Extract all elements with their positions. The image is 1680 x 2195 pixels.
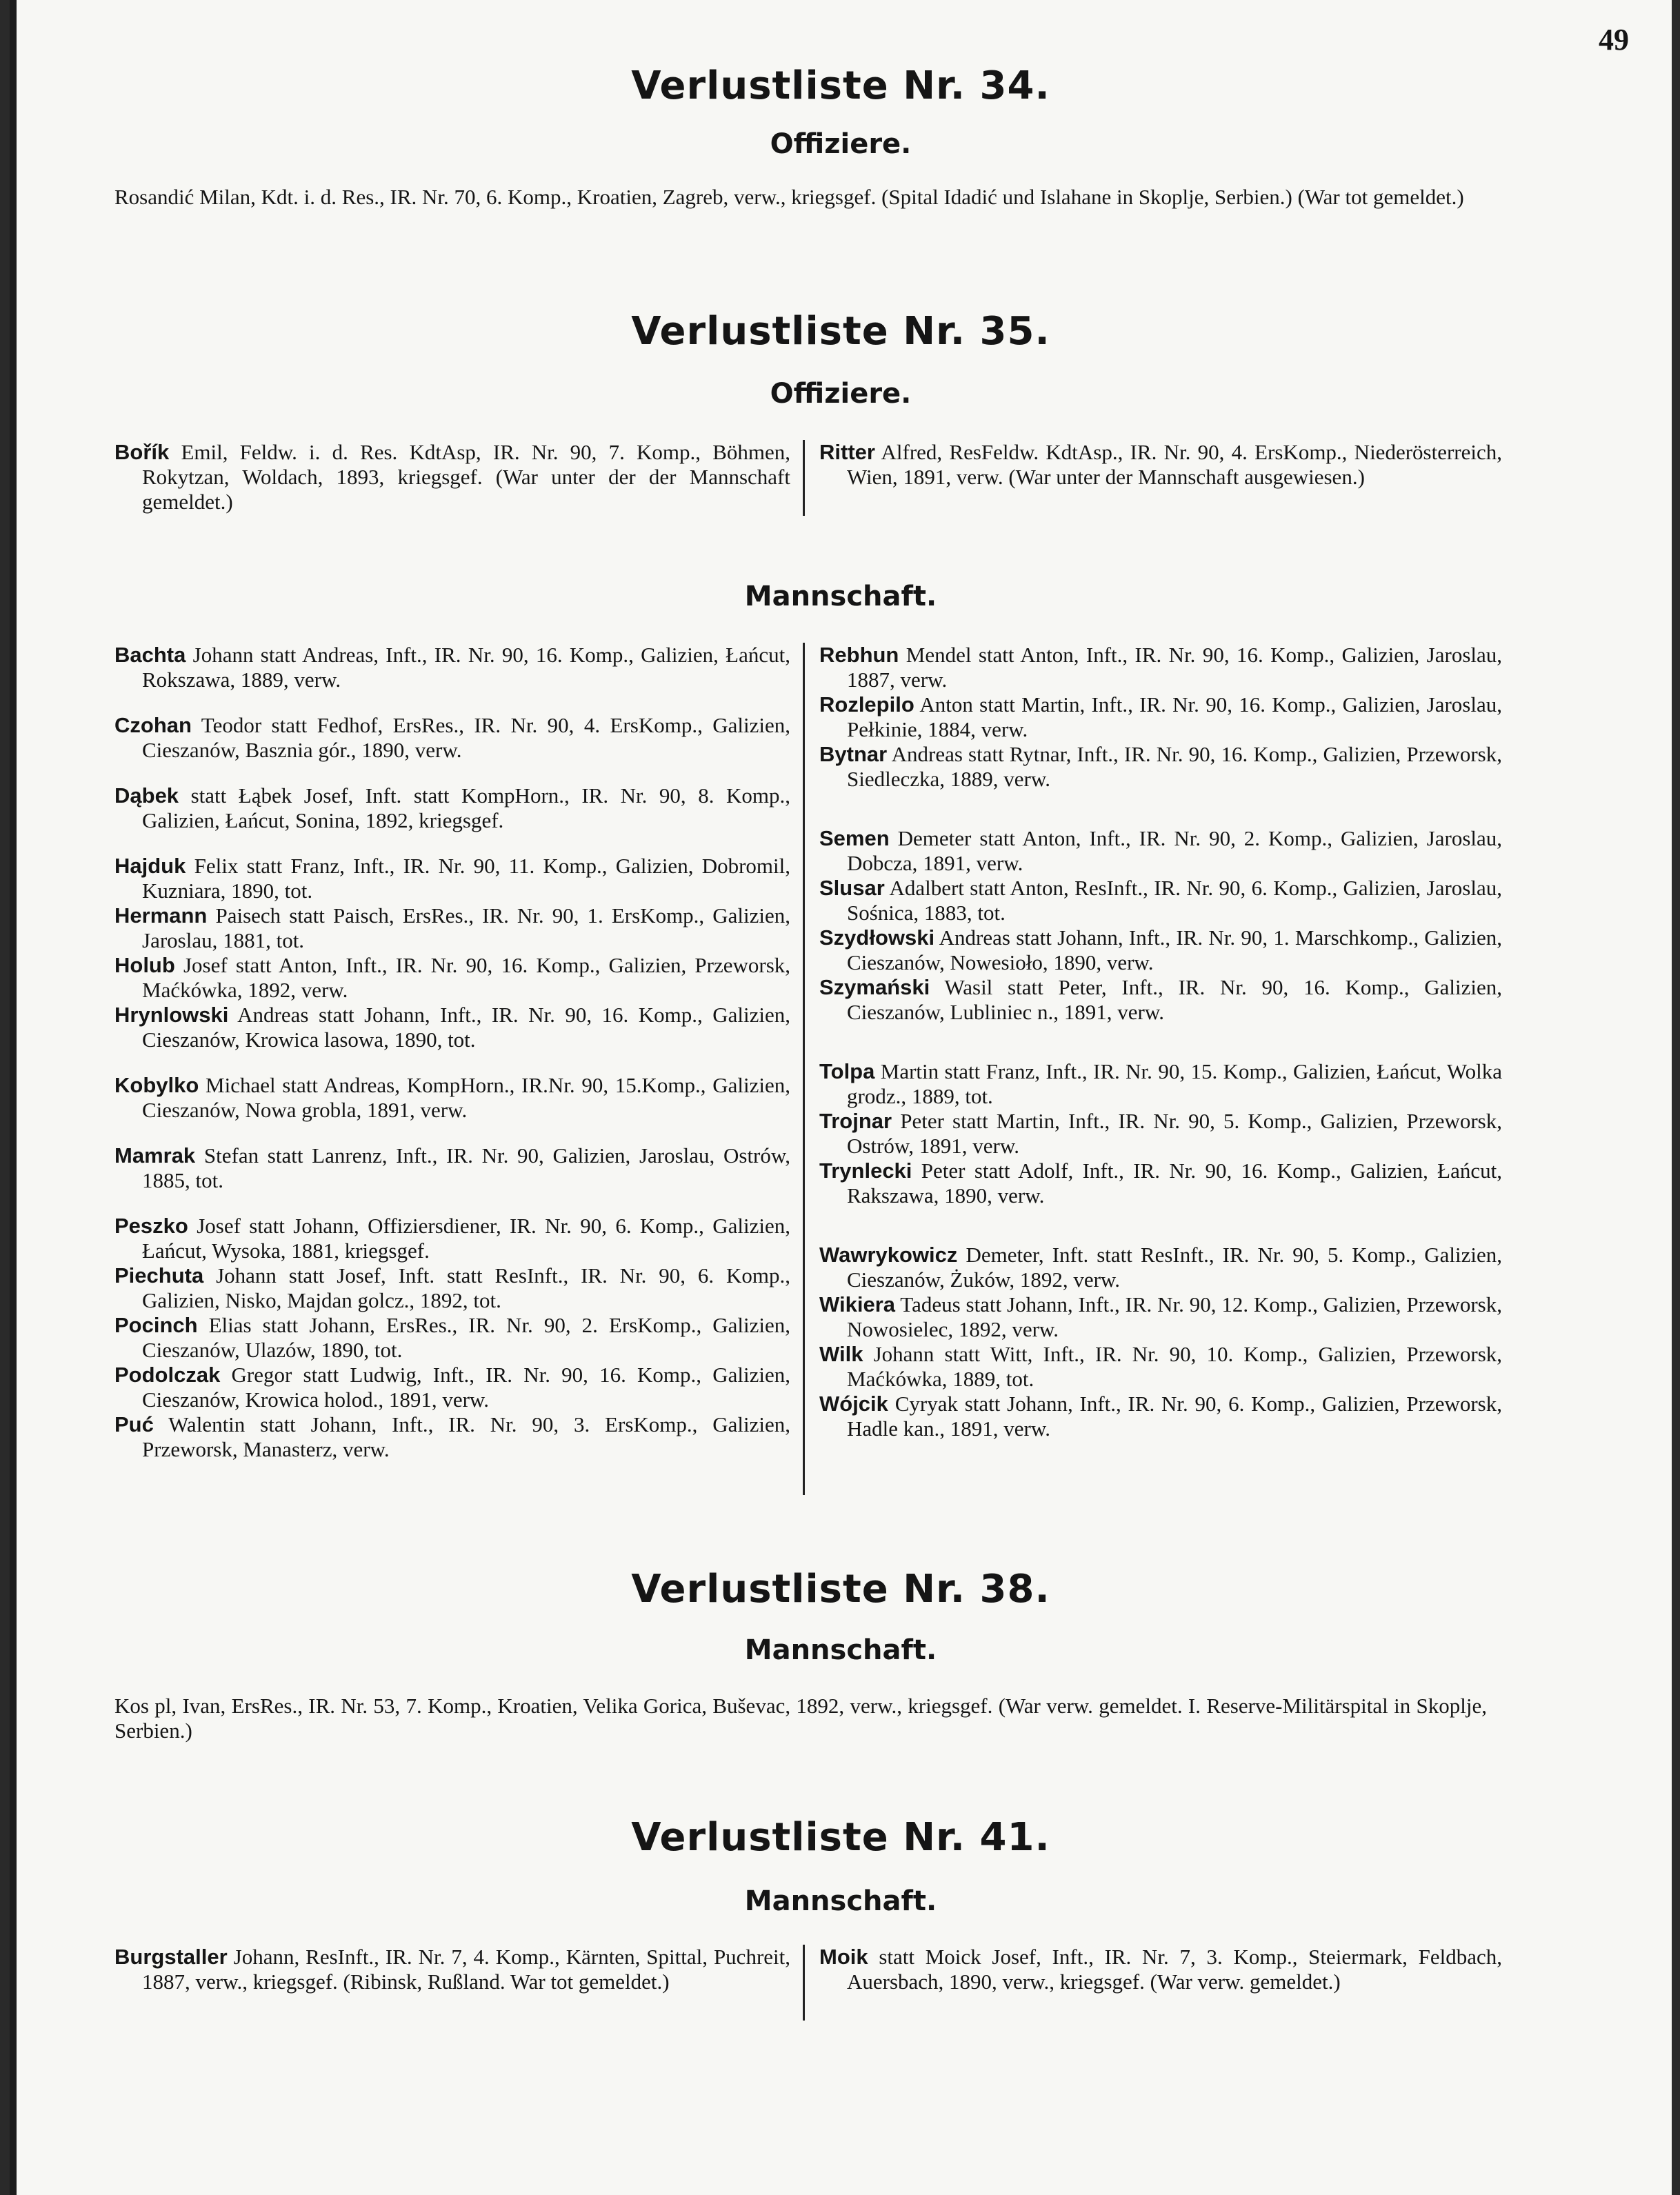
list-item: Bořík Emil, Feldw. i. d. Res. KdtAsp, IR. Nr. 90, 7. Komp., Böhmen, Rokytzan, Woldach, 1893, kriegsgef. (War unter der der Mannschaft gemeldet.) — [114, 440, 791, 514]
list-item: Trynlecki Peter statt Adolf, Inft., IR. Nr. 90, 16. Komp., Galizien, Łańcut, Rakszawa, 1890, verw. — [819, 1159, 1502, 1207]
list-item: Ritter Alfred, ResFeldw. KdtAsp., IR. Nr. 90, 4. ErsKomp., Niederösterreich, Wien, 1891, verw. (War unter der Mannschaft ausgewiesen.) — [819, 440, 1502, 489]
list-item: Kobylko Michael statt Andreas, KompHorn., IR.Nr. 90, 15.Komp., Galizien, Cieszanów, Nowa grobla, 1891, verw. — [114, 1073, 791, 1122]
document-page — [10, 0, 1672, 2195]
column-divider — [803, 643, 805, 1495]
section-35-crew-right — [819, 643, 1502, 1441]
list-item: Slusar Adalbert statt Anton, ResInft., IR. Nr. 90, 6. Komp., Galizien, Jaroslau, Sośnica, 1883, tot. — [819, 876, 1502, 925]
section-35-officers-heading: Offiziere. — [770, 378, 912, 410]
list-item: Hajduk Felix statt Franz, Inft., IR. Nr. 90, 11. Komp., Galizien, Dobromil, Kuzniara, 1890, tot. — [114, 854, 790, 903]
list-item: Hermann Paisech statt Paisch, ErsRes., IR. Nr. 90, 1. ErsKomp., Galizien, Jaroslau, 1881, tot. — [114, 903, 791, 952]
list-item: Wójcik Cyryak statt Johann, Inft., IR. Nr. 90, 6. Komp., Galizien, Przeworsk, Hadle kan., 1891, verw. — [819, 1392, 1503, 1441]
list-item: Wawrykowicz Demeter, Inft. statt ResInft., IR. Nr. 90, 5. Komp., Galizien, Cieszanów, Żuków, 1892, verw. — [819, 1243, 1503, 1292]
section-41-crew-right — [819, 1945, 1502, 1994]
section-35-title: Verlustliste Nr. 35. — [631, 309, 1050, 354]
list-item: Tolpa Martin statt Franz, Inft., IR. Nr. 90, 15. Komp., Galizien, Łańcut, Wolka grodz., 1889, tot. — [819, 1059, 1502, 1108]
section-41-title: Verlustliste Nr. 41. — [631, 1815, 1050, 1860]
list-item: Moik statt Moick Josef, Inft., IR. Nr. 7, 3. Komp., Steiermark, Feldbach, Auersbach, 1890, verw., kriegsgef. (War verw. gemeldet.) — [819, 1945, 1503, 1994]
list-item: Czohan Teodor statt Fedhof, ErsRes., IR. Nr. 90, 4. ErsKomp., Galizien, Cieszanów, Basznia gór., 1890, verw. — [114, 713, 790, 762]
column-divider — [803, 1945, 805, 2021]
list-item: Semen Demeter statt Anton, Inft., IR. Nr. 90, 2. Komp., Galizien, Jaroslau, Dobcza, 1891, verw. — [819, 826, 1503, 875]
column-divider — [803, 440, 805, 516]
section-38-title: Verlustliste Nr. 38. — [631, 1567, 1050, 1612]
list-item: Pocinch Elias statt Johann, ErsRes., IR. Nr. 90, 2. ErsKomp., Galizien, Cieszanów, Ulazów, 1890, tot. — [114, 1313, 790, 1362]
list-item: Podolczak Gregor statt Ludwig, Inft., IR. Nr. 90, 16. Komp., Galizien, Cieszanów, Krowica holod., 1891, verw. — [114, 1363, 790, 1412]
list-item: Trojnar Peter statt Martin, Inft., IR. Nr. 90, 5. Komp., Galizien, Przeworsk, Ostrów, 1891, verw. — [819, 1109, 1502, 1158]
section-35-officers-right — [819, 440, 1502, 490]
section-34-officers-heading: Offiziere. — [770, 128, 912, 160]
list-item: Puć Walentin statt Johann, Inft., IR. Nr. 90, 3. ErsKomp., Galizien, Przeworsk, Manasterz, verw. — [114, 1412, 790, 1461]
list-item: Rozlepilo Anton statt Martin, Inft., IR. Nr. 90, 16. Komp., Galizien, Jaroslau, Pełkinie, 1884, verw. — [819, 692, 1502, 741]
section-35-crew-left — [114, 643, 790, 1462]
section-34-officers-entry: Rosandić Milan, Kdt. i. d. Res., IR. Nr. 70, 6. Komp., Kroatien, Zagreb, verw., kriegsgef. (Spital Idadić und Islahane in Skoplje, Serbien.) (War tot gemeldet.) — [114, 185, 1464, 209]
list-item: Burgstaller Johann, ResInft., IR. Nr. 7, 4. Komp., Kärnten, Spittal, Puchreit, 1887, verw., kriegsgef. (Ribinsk, Rußland. War tot gemeldet.) — [114, 1945, 791, 1994]
list-item: Peszko Josef statt Johann, Offiziersdiener, IR. Nr. 90, 6. Komp., Galizien, Łańcut, Wysoka, 1881, kriegsgef. — [114, 1214, 790, 1263]
list-item: Szymański Wasil statt Peter, Inft., IR. Nr. 90, 16. Komp., Galizien, Cieszanów, Lubliniec n., 1891, verw. — [819, 975, 1502, 1024]
list-item: Hrynlowski Andreas statt Johann, Inft., IR. Nr. 90, 16. Komp., Galizien, Cieszanów, Krowica lasowa, 1890, tot. — [114, 1003, 791, 1052]
section-35-officers-left — [114, 440, 790, 514]
list-item: Piechuta Johann statt Josef, Inft. statt ResInft., IR. Nr. 90, 6. Komp., Galizien, Nisko, Majdan golcz., 1892, tot. — [114, 1263, 790, 1312]
list-item: Szydłowski Andreas statt Johann, Inft., IR. Nr. 90, 1. Marschkomp., Galizien, Cieszanów, Nowesioło, 1890, verw. — [819, 925, 1503, 974]
list-item: Wilk Johann statt Witt, Inft., IR. Nr. 90, 10. Komp., Galizien, Przeworsk, Maćkówka, 1889, tot. — [819, 1342, 1503, 1391]
section-35-crew-heading: Mannschaft. — [744, 581, 937, 612]
section-38-crew-heading: Mannschaft. — [744, 1634, 937, 1666]
list-item: Bytnar Andreas statt Rytnar, Inft., IR. Nr. 90, 16. Komp., Galizien, Przeworsk, Siedleczka, 1889, verw. — [819, 742, 1502, 791]
list-item: Bachta Johann statt Andreas, Inft., IR. Nr. 90, 16. Komp., Galizien, Łańcut, Rokszawa, 1889, verw. — [114, 643, 791, 692]
section-34-title: Verlustliste Nr. 34. — [631, 63, 1050, 108]
list-item: Mamrak Stefan statt Lanrenz, Inft., IR. Nr. 90, Galizien, Jaroslau, Ostrów, 1885, tot. — [114, 1143, 790, 1192]
list-item: Wikiera Tadeus statt Johann, Inft., IR. Nr. 90, 12. Komp., Galizien, Przeworsk, Nowosielec, 1892, verw. — [819, 1292, 1502, 1341]
section-38-crew-entry: Kos pl, Ivan, ErsRes., IR. Nr. 53, 7. Komp., Kroatien, Velika Gorica, Buševac, 1892, verw., kriegsgef. (War verw. gemeldet. I. Reserve-Militärspital in Skoplje, Serbien.) — [114, 1694, 1487, 1743]
section-41-crew-left — [114, 1945, 790, 1994]
list-item: Holub Josef statt Anton, Inft., IR. Nr. 90, 16. Komp., Galizien, Przeworsk, Maćkówka, 1892, verw. — [114, 953, 791, 1002]
section-41-crew-heading: Mannschaft. — [744, 1885, 937, 1917]
list-item: Dąbek statt Łąbek Josef, Inft. statt KompHorn., IR. Nr. 90, 8. Komp., Galizien, Łańcut, Sonina, 1892, kriegsgef. — [114, 783, 790, 832]
list-item: Rebhun Mendel statt Anton, Inft., IR. Nr. 90, 16. Komp., Galizien, Jaroslau, 1887, verw. — [819, 643, 1503, 692]
page-number: 49 — [1599, 23, 1629, 57]
